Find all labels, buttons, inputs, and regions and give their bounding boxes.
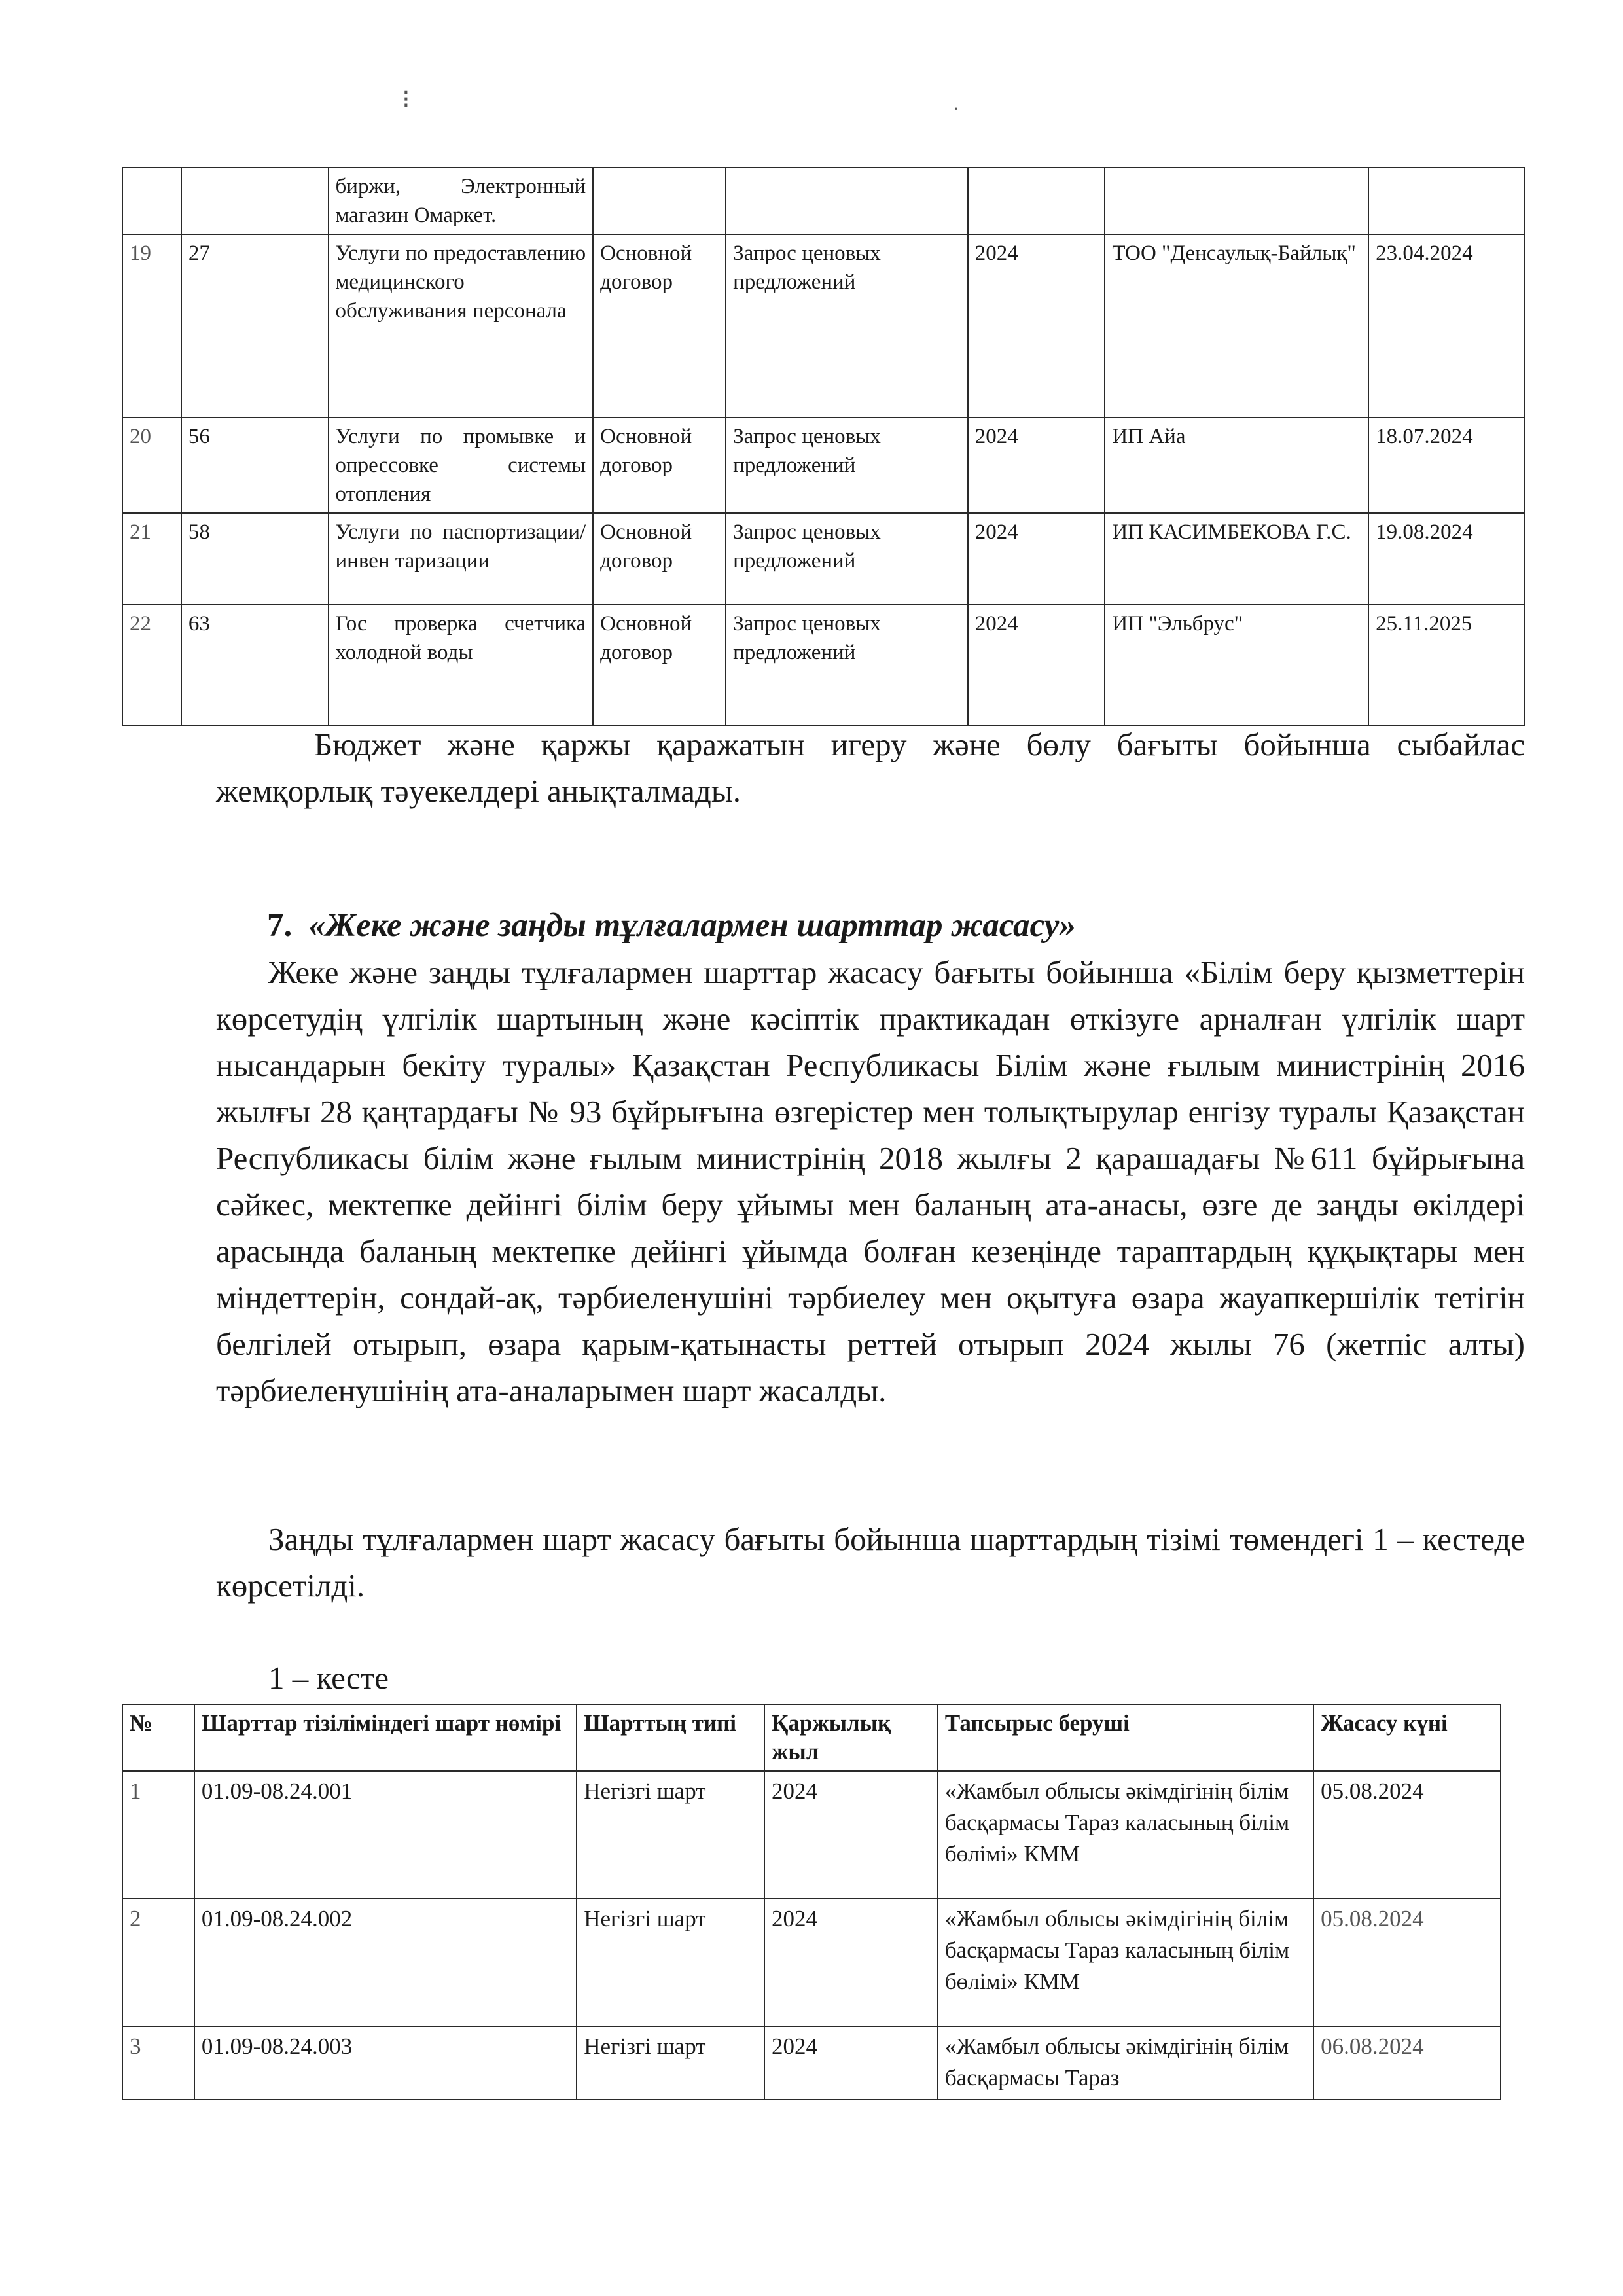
section-number: 7.	[267, 907, 293, 944]
financial-year: 2024	[764, 2026, 938, 2100]
procurement-table	[122, 167, 1525, 726]
procurement-method: Запрос ценовых предложений	[726, 418, 968, 513]
contract-type: Негізгі шарт	[577, 1899, 764, 2026]
contract-date: 23.04.2024	[1368, 234, 1524, 418]
procurement-method: Запрос ценовых предложений	[726, 513, 968, 605]
section-title: «Жеке және заңды тұлғалармен шарттар жасасу»	[308, 907, 1076, 944]
financial-year: 2024	[968, 513, 1105, 605]
table-header-row	[122, 1704, 1501, 1771]
table-row	[122, 513, 1524, 605]
supplier: ТОО "Денсаулық-Байлық"	[1105, 234, 1368, 418]
customer: «Жамбыл облысы әкімдігінің білім басқармасы Тараз каласының білім бөлімі» КММ	[938, 1771, 1313, 1899]
contract-type: Основной договор	[593, 605, 726, 726]
financial-year: 2024	[764, 1771, 938, 1899]
contract-date: 05.08.2024	[1313, 1899, 1501, 2026]
table-row	[122, 2026, 1501, 2100]
customer: «Жамбыл облысы әкімдігінің білім басқармасы Тараз	[938, 2026, 1313, 2100]
table-row	[122, 1771, 1501, 1899]
list-paragraph: Заңды тұлғалармен шарт жасасу бағыты бойынша шарттардың тізімі төмендегі 1 – кестеде көрсетілді.	[216, 1521, 1525, 1604]
section-heading	[267, 906, 1076, 944]
row-number: 3	[122, 2026, 194, 2100]
contract-type: Негізгі шарт	[577, 1771, 764, 1899]
financial-year: 2024	[764, 1899, 938, 2026]
contract-date: 25.11.2025	[1368, 605, 1524, 726]
row-number: 2	[122, 1899, 194, 2026]
contract-date: 06.08.2024	[1313, 2026, 1501, 2100]
supplier: ИП Айа	[1105, 418, 1368, 513]
table-row	[122, 418, 1524, 513]
service-name: Услуги по паспортизации/инвен таризации	[329, 513, 594, 605]
table-row	[122, 605, 1524, 726]
col-type-header: Шарттың типі	[577, 1704, 764, 1771]
contracts-table	[122, 1704, 1501, 2100]
contract-type: Основной договор	[593, 234, 726, 418]
row-number	[122, 168, 181, 234]
contract-date	[1368, 168, 1524, 234]
budget-paragraph: Бюджет және қаржы қаражатын игеру және бөлу бағыты бойынша сыбайлас жемқорлық тәуекелдері анықталмады.	[216, 726, 1525, 809]
service-name: Услуги по предоставлению медицинского обслуживания персонала	[329, 234, 594, 418]
row-number: 21	[122, 513, 181, 605]
contract-type: Основной договор	[593, 513, 726, 605]
contract-date: 19.08.2024	[1368, 513, 1524, 605]
customer: «Жамбыл облысы әкімдігінің білім басқармасы Тараз каласының білім бөлімі» КММ	[938, 1899, 1313, 2026]
financial-year: 2024	[968, 605, 1105, 726]
register-number	[181, 168, 329, 234]
col-date-header: Жасасу күні	[1313, 1704, 1501, 1771]
register-number: 01.09-08.24.001	[194, 1771, 577, 1899]
scan-speck: ⁝	[402, 84, 410, 114]
register-number: 56	[181, 418, 329, 513]
contract-type: Основной договор	[593, 418, 726, 513]
supplier: ИП КАСИМБЕКОВА Г.С.	[1105, 513, 1368, 605]
contracts-paragraph: Жеке және заңды тұлғалармен шарттар жасасу бағыты бойынша «Білім беру қызметтерін көрсетудің үлгілік шартының және кәсіптік практикадан өткізуге арналған үлгілік шарт нысандарын бекіту туралы» Қазақстан Республикасы Білім және ғылым министрінің 2016 жылғы 28 қаңтардағы № 93 бұйрығына өзгерістер мен толықтырулар енгізу туралы Қазақстан Республикасы білім және ғылым министрінің 2018 жылғы 2 қарашадағы №611 бұйрығына сәйкес, мектепке дейінгі білім беру ұйымы мен баланың ата-анасы, өзге де заңды өкілдері арасында баланың мектепке дейінгі ұйымда болған кезеңінде тараптардың құқықтары мен міндеттерін, сондай-ақ, тәрбиеленушіні тәрбиелеу мен оқытуға өзара жауапкершілік тетігін белгілей отырып, өзара қарым-қатынасты реттей отырып 2024 жылы 76 (жетпіс алты) тәрбиеленушінің ата-аналарымен шарт жасалды.	[216, 954, 1525, 1408]
row-number: 19	[122, 234, 181, 418]
table-row	[122, 234, 1524, 418]
procurement-method: Запрос ценовых предложений	[726, 605, 968, 726]
contract-type: Негізгі шарт	[577, 2026, 764, 2100]
table-row	[122, 1899, 1501, 2026]
service-name: биржи, Электронный магазин Омаркет.	[329, 168, 594, 234]
register-number: 01.09-08.24.002	[194, 1899, 577, 2026]
procurement-method	[726, 168, 968, 234]
procurement-method: Запрос ценовых предложений	[726, 234, 968, 418]
table-row	[122, 168, 1524, 234]
table-caption: 1 – кесте	[268, 1660, 389, 1696]
financial-year: 2024	[968, 418, 1105, 513]
col-year-header: Қаржылық жыл	[764, 1704, 938, 1771]
supplier: ИП "Эльбрус"	[1105, 605, 1368, 726]
contract-date: 18.07.2024	[1368, 418, 1524, 513]
financial-year: 2024	[968, 234, 1105, 418]
scan-dot: ·	[953, 98, 959, 120]
service-name: Услуги по промывке и опрессовке системы отопления	[329, 418, 594, 513]
contract-date: 05.08.2024	[1313, 1771, 1501, 1899]
register-number: 58	[181, 513, 329, 605]
register-number: 27	[181, 234, 329, 418]
col-customer-header: Тапсырыс беруші	[938, 1704, 1313, 1771]
col-number-header: №	[122, 1704, 194, 1771]
row-number: 20	[122, 418, 181, 513]
supplier	[1105, 168, 1368, 234]
contract-type	[593, 168, 726, 234]
financial-year	[968, 168, 1105, 234]
register-number: 01.09-08.24.003	[194, 2026, 577, 2100]
register-number: 63	[181, 605, 329, 726]
service-name: Гос проверка счетчика холодной воды	[329, 605, 594, 726]
row-number: 1	[122, 1771, 194, 1899]
row-number: 22	[122, 605, 181, 726]
col-reg-header: Шарттар тізіліміндегі шарт нөмірі	[194, 1704, 577, 1771]
